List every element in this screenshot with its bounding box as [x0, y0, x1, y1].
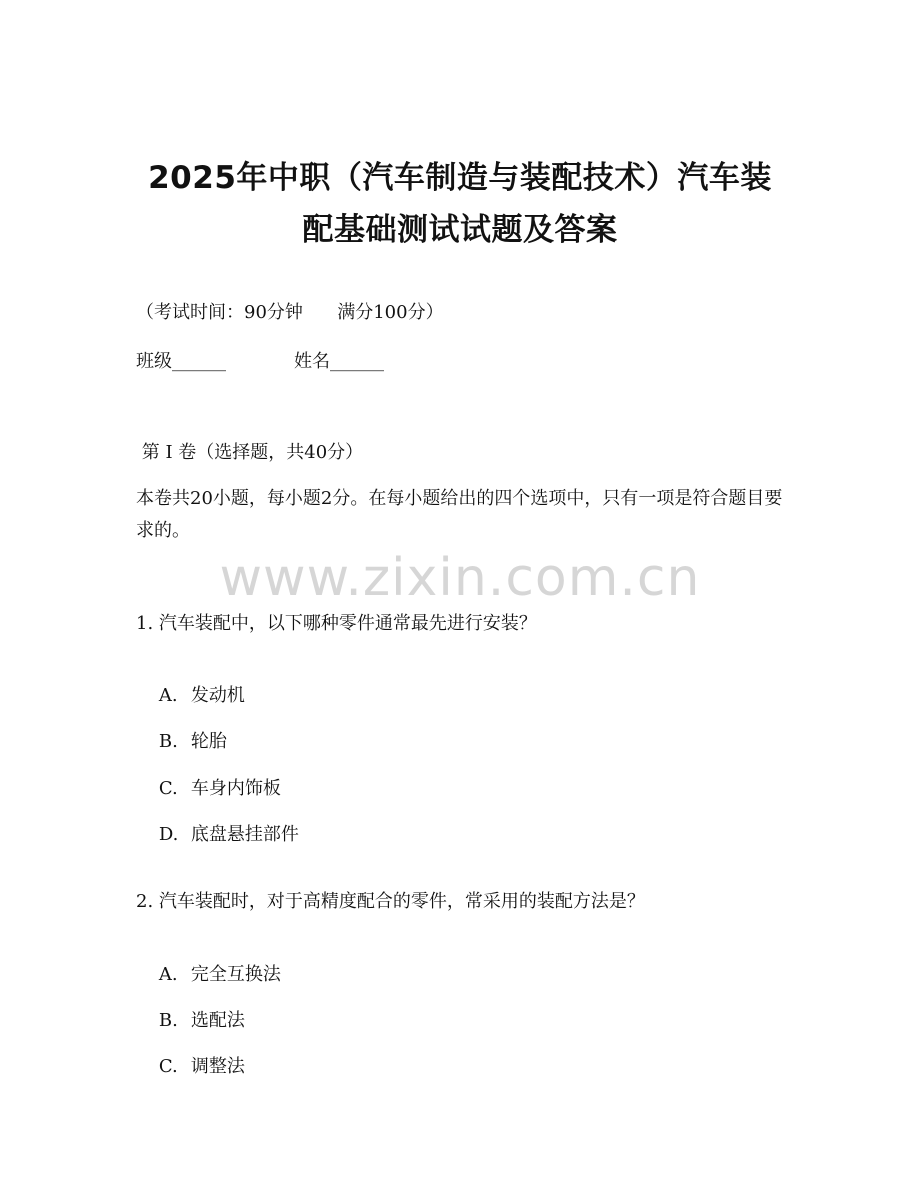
- watermark-text: www.zixin.com.cn: [219, 548, 701, 608]
- name-field-label: 姓名______: [294, 351, 384, 372]
- question-1-option-d: [136, 796, 299, 874]
- option-letter: A.: [158, 964, 178, 985]
- option-letter: C.: [158, 778, 178, 799]
- option-text: 底盘悬挂部件: [190, 824, 299, 845]
- class-field-label: 班级______: [136, 351, 226, 372]
- option-letter: A.: [158, 685, 178, 706]
- option-text: 车身内饰板: [190, 778, 281, 799]
- question-2-option-c: [136, 1028, 245, 1106]
- option-letter: C.: [158, 1056, 178, 1077]
- title-line-1: 2025年中职（汽车制造与装配技术）汽车装: [148, 160, 772, 196]
- option-letter: D.: [158, 824, 179, 845]
- exam-info: （考试时间：90分钟 满分100分）: [136, 302, 444, 323]
- question-2-stem: 2. 汽车装配时，对于高精度配合的零件，常采用的装配方法是？: [136, 891, 645, 912]
- option-letter: B.: [158, 731, 178, 752]
- option-text: 完全互换法: [190, 964, 281, 985]
- section-heading: 第 I 卷（选择题，共40分）: [136, 442, 364, 463]
- option-text: 选配法: [190, 1010, 245, 1031]
- title-line-2: 配基础测试试题及答案: [302, 212, 618, 248]
- option-text: 轮胎: [190, 731, 227, 752]
- option-text: 调整法: [190, 1056, 245, 1077]
- section-instruction: 本卷共20小题，每小题2分。在每小题给出的四个选项中，只有一项是符合题目要求的。: [136, 488, 783, 541]
- document-title: [110, 152, 810, 256]
- option-letter: B.: [158, 1010, 178, 1031]
- question-1-stem: 1. 汽车装配中，以下哪种零件通常最先进行安装？: [136, 613, 537, 634]
- option-text: 发动机: [190, 685, 245, 706]
